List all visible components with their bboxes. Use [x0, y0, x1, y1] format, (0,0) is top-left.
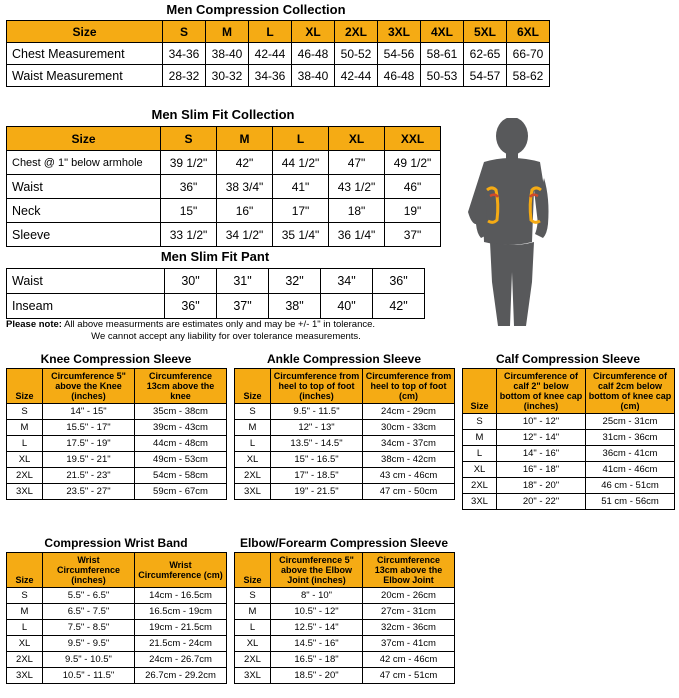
cell: 19" - 21.5": [271, 484, 363, 500]
table-row: [463, 430, 675, 446]
cell: 2XL: [235, 468, 271, 484]
column-header: L: [273, 127, 329, 151]
cell: 32cm - 36cm: [363, 620, 455, 636]
table-row: [7, 484, 227, 500]
cell: 14cm - 16.5cm: [135, 588, 227, 604]
cell: 2XL: [463, 478, 497, 494]
row-label: Neck: [7, 199, 161, 223]
note-bold: Please note:: [6, 319, 62, 330]
cell: 19cm - 21.5cm: [135, 620, 227, 636]
cell: 44cm - 48cm: [135, 436, 227, 452]
column-header: Size: [7, 369, 43, 404]
cell: 18.5" - 20": [271, 668, 363, 684]
column-header: Circumference of calf 2cm below bottom of knee cap (cm): [586, 369, 675, 414]
cell: 6.5" - 7.5": [43, 604, 135, 620]
wrist-title: Compression Wrist Band: [44, 536, 188, 550]
cell: 50-53: [421, 65, 464, 87]
cell: 38-40: [206, 43, 249, 65]
cell: M: [7, 420, 43, 436]
column-header: Circumference 5" above the Knee (inches): [43, 369, 135, 404]
column-header: Circumference 5" above the Elbow Joint (inches): [271, 553, 363, 588]
cell: 9.5" - 10.5": [43, 652, 135, 668]
column-header: 3XL: [378, 21, 421, 43]
column-header: Circumference 13cm above the knee: [135, 369, 227, 404]
column-header: M: [206, 21, 249, 43]
column-header: XXL: [385, 127, 441, 151]
cell: 19.5" - 21": [43, 452, 135, 468]
cell: M: [7, 604, 43, 620]
table-row: [7, 604, 227, 620]
table-header-row: [235, 553, 455, 588]
cell: 15.5" - 17": [43, 420, 135, 436]
cell: 36cm - 41cm: [586, 446, 675, 462]
cell: 39cm - 43cm: [135, 420, 227, 436]
calf-title: Calf Compression Sleeve: [495, 352, 641, 366]
cell: 36": [161, 175, 217, 199]
cell: L: [235, 620, 271, 636]
cell: 42-44: [249, 43, 292, 65]
cell: 2XL: [235, 652, 271, 668]
wrist-table: [6, 552, 227, 684]
cell: 12" - 13": [271, 420, 363, 436]
row-label: Waist Measurement: [7, 65, 163, 87]
table-header-row: [463, 369, 675, 414]
cell: 10" - 12": [497, 414, 586, 430]
table-row: [7, 43, 550, 65]
table-row: [463, 462, 675, 478]
table-header-row: [7, 21, 550, 43]
cell: 14" - 16": [497, 446, 586, 462]
table-row: [7, 199, 441, 223]
cell: 10.5" - 12": [271, 604, 363, 620]
table-row: [7, 468, 227, 484]
table-row: [7, 636, 227, 652]
column-header: XL: [329, 127, 385, 151]
column-header: 2XL: [335, 21, 378, 43]
cell: 5.5" - 6.5": [43, 588, 135, 604]
cell: 3XL: [7, 484, 43, 500]
cell: 47 cm - 51cm: [363, 668, 455, 684]
elbow-title: Elbow/Forearm Compression Sleeve: [239, 536, 449, 550]
table-row: [235, 484, 455, 500]
cell: S: [7, 404, 43, 420]
table-header-row: [7, 553, 227, 588]
table-row: [235, 436, 455, 452]
table-row: [235, 404, 455, 420]
cell: 42": [373, 294, 425, 319]
cell: L: [7, 436, 43, 452]
cell: 14" - 15": [43, 404, 135, 420]
table-header-row: [7, 127, 441, 151]
cell: 42": [217, 151, 273, 175]
cell: 42-44: [335, 65, 378, 87]
row-label: Sleeve: [7, 223, 161, 247]
cell: 42 cm - 46cm: [363, 652, 455, 668]
cell: 37cm - 41cm: [363, 636, 455, 652]
cell: 46": [385, 175, 441, 199]
cell: L: [7, 620, 43, 636]
men-compression-table: [6, 20, 550, 87]
cell: 40": [321, 294, 373, 319]
table-row: [463, 494, 675, 510]
cell: 3XL: [463, 494, 497, 510]
cell: 24cm - 26.7cm: [135, 652, 227, 668]
knee-title: Knee Compression Sleeve: [40, 352, 192, 366]
cell: 15": [161, 199, 217, 223]
cell: 32": [269, 269, 321, 294]
ankle-title: Ankle Compression Sleeve: [266, 352, 422, 366]
cell: 34-36: [249, 65, 292, 87]
table-row: [235, 604, 455, 620]
cell: 34cm - 37cm: [363, 436, 455, 452]
cell: M: [235, 604, 271, 620]
cell: 24cm - 29cm: [363, 404, 455, 420]
cell: 54cm - 58cm: [135, 468, 227, 484]
table-row: [7, 404, 227, 420]
note-line2: We cannot accept any liability for over tolerance measurements.: [91, 331, 361, 342]
cell: 49cm - 53cm: [135, 452, 227, 468]
cell: 16" - 18": [497, 462, 586, 478]
cell: 25cm - 31cm: [586, 414, 675, 430]
cell: S: [463, 414, 497, 430]
cell: 30-32: [206, 65, 249, 87]
cell: 58-61: [421, 43, 464, 65]
cell: 59cm - 67cm: [135, 484, 227, 500]
calf-table: [462, 368, 675, 510]
table-row: [463, 478, 675, 494]
cell: S: [235, 404, 271, 420]
column-header: Circumference from heel to top of foot (cm): [363, 369, 455, 404]
cell: 9.5" - 9.5": [43, 636, 135, 652]
cell: 31cm - 36cm: [586, 430, 675, 446]
cell: 34": [321, 269, 373, 294]
cell: 39 1/2": [161, 151, 217, 175]
table-row: [235, 468, 455, 484]
cell: 10.5" - 11.5": [43, 668, 135, 684]
cell: 36": [373, 269, 425, 294]
cell: S: [235, 588, 271, 604]
table-header-row: [7, 369, 227, 404]
table-row: [235, 636, 455, 652]
row-label: Waist: [7, 175, 161, 199]
column-header: S: [161, 127, 217, 151]
cell: 17" - 18.5": [271, 468, 363, 484]
men-pant-table: [6, 268, 425, 319]
cell: 2XL: [7, 468, 43, 484]
table-row: [7, 223, 441, 247]
table-row: [7, 65, 550, 87]
cell: S: [7, 588, 43, 604]
cell: 54-56: [378, 43, 421, 65]
cell: 47": [329, 151, 385, 175]
men-pant-title: Men Slim Fit Pant: [160, 249, 270, 264]
cell: 41cm - 46cm: [586, 462, 675, 478]
cell: 9.5" - 11.5": [271, 404, 363, 420]
cell: 44 1/2": [273, 151, 329, 175]
cell: 51 cm - 56cm: [586, 494, 675, 510]
column-header: Size: [7, 127, 161, 151]
table-row: [7, 620, 227, 636]
cell: 34-36: [163, 43, 206, 65]
mannequin-illustration: [440, 118, 670, 328]
tolerance-note: [6, 319, 446, 343]
men-slim-title: Men Slim Fit Collection: [151, 107, 295, 122]
column-header: 4XL: [421, 21, 464, 43]
cell: 35 1/4": [273, 223, 329, 247]
cell: M: [235, 420, 271, 436]
column-header: 6XL: [507, 21, 550, 43]
cell: 38": [269, 294, 321, 319]
cell: 41": [273, 175, 329, 199]
column-header: L: [249, 21, 292, 43]
row-label: Inseam: [7, 294, 165, 319]
cell: 58-62: [507, 65, 550, 87]
cell: 31": [217, 269, 269, 294]
cell: 28-32: [163, 65, 206, 87]
table-row: [7, 151, 441, 175]
cell: 19": [385, 199, 441, 223]
men-compression-title: Men Compression Collection: [166, 2, 346, 17]
cell: 43 1/2": [329, 175, 385, 199]
cell: 38cm - 42cm: [363, 452, 455, 468]
column-header: Size: [7, 553, 43, 588]
column-header: Circumference from heel to top of foot (inches): [271, 369, 363, 404]
column-header: Size: [463, 369, 497, 414]
table-row: [235, 588, 455, 604]
cell: 37": [217, 294, 269, 319]
cell: M: [463, 430, 497, 446]
cell: 36 1/4": [329, 223, 385, 247]
cell: 20" - 22": [497, 494, 586, 510]
row-label: Chest @ 1" below armhole: [7, 151, 161, 175]
table-row: [7, 668, 227, 684]
cell: 17.5" - 19": [43, 436, 135, 452]
cell: 23.5" - 27": [43, 484, 135, 500]
cell: 3XL: [235, 668, 271, 684]
table-row: [463, 446, 675, 462]
cell: 33 1/2": [161, 223, 217, 247]
cell: XL: [7, 452, 43, 468]
cell: 35cm - 38cm: [135, 404, 227, 420]
cell: 3XL: [235, 484, 271, 500]
cell: 26.7cm - 29.2cm: [135, 668, 227, 684]
cell: 17": [273, 199, 329, 223]
cell: 13.5" - 14.5": [271, 436, 363, 452]
cell: 20cm - 26cm: [363, 588, 455, 604]
cell: 16.5" - 18": [271, 652, 363, 668]
cell: 16.5cm - 19cm: [135, 604, 227, 620]
column-header: Circumference 13cm above the Elbow Joint: [363, 553, 455, 588]
men-slim-table: [6, 126, 441, 247]
elbow-table: [234, 552, 455, 684]
cell: 14.5" - 16": [271, 636, 363, 652]
cell: 3XL: [7, 668, 43, 684]
table-row: [7, 420, 227, 436]
cell: 7.5" - 8.5": [43, 620, 135, 636]
column-header: S: [163, 21, 206, 43]
cell: L: [235, 436, 271, 452]
cell: XL: [7, 636, 43, 652]
cell: 30": [165, 269, 217, 294]
column-header: Wrist Circumference (inches): [43, 553, 135, 588]
cell: XL: [235, 452, 271, 468]
table-row: [235, 620, 455, 636]
cell: 27cm - 31cm: [363, 604, 455, 620]
note-line1: All above measurments are estimates only and may be +/- 1" in tolerance.: [61, 319, 376, 330]
table-row: [7, 652, 227, 668]
table-row: [7, 452, 227, 468]
table-row: [7, 436, 227, 452]
cell: 46-48: [292, 43, 335, 65]
cell: 46 cm - 51cm: [586, 478, 675, 494]
cell: 50-52: [335, 43, 378, 65]
cell: 54-57: [464, 65, 507, 87]
cell: 16": [217, 199, 273, 223]
cell: 38-40: [292, 65, 335, 87]
cell: 21.5" - 23": [43, 468, 135, 484]
cell: 8" - 10": [271, 588, 363, 604]
table-row: [235, 452, 455, 468]
table-row: [235, 420, 455, 436]
cell: 18": [329, 199, 385, 223]
ankle-table: [234, 368, 455, 500]
knee-table: [6, 368, 227, 500]
cell: 2XL: [7, 652, 43, 668]
table-header-row: [235, 369, 455, 404]
cell: 15" - 16.5": [271, 452, 363, 468]
column-header: XL: [292, 21, 335, 43]
cell: 18" - 20": [497, 478, 586, 494]
cell: 66-70: [507, 43, 550, 65]
column-header: Wrist Circumference (cm): [135, 553, 227, 588]
table-row: [7, 294, 425, 319]
table-row: [7, 175, 441, 199]
column-header: 5XL: [464, 21, 507, 43]
table-row: [235, 652, 455, 668]
table-row: [235, 668, 455, 684]
row-label: Waist: [7, 269, 165, 294]
cell: 21.5cm - 24cm: [135, 636, 227, 652]
cell: L: [463, 446, 497, 462]
column-header: Circumference of calf 2" below bottom of knee cap (inches): [497, 369, 586, 414]
table-row: [7, 588, 227, 604]
cell: 37": [385, 223, 441, 247]
cell: 49 1/2": [385, 151, 441, 175]
cell: 38 3/4": [217, 175, 273, 199]
cell: 30cm - 33cm: [363, 420, 455, 436]
row-label: Chest Measurement: [7, 43, 163, 65]
column-header: Size: [235, 553, 271, 588]
table-row: [7, 269, 425, 294]
cell: XL: [235, 636, 271, 652]
column-header: Size: [7, 21, 163, 43]
column-header: Size: [235, 369, 271, 404]
cell: 36": [165, 294, 217, 319]
cell: 34 1/2": [217, 223, 273, 247]
cell: 12" - 14": [497, 430, 586, 446]
column-header: M: [217, 127, 273, 151]
cell: XL: [463, 462, 497, 478]
cell: 46-48: [378, 65, 421, 87]
cell: 43 cm - 46cm: [363, 468, 455, 484]
table-row: [463, 414, 675, 430]
cell: 62-65: [464, 43, 507, 65]
cell: 47 cm - 50cm: [363, 484, 455, 500]
cell: 12.5" - 14": [271, 620, 363, 636]
